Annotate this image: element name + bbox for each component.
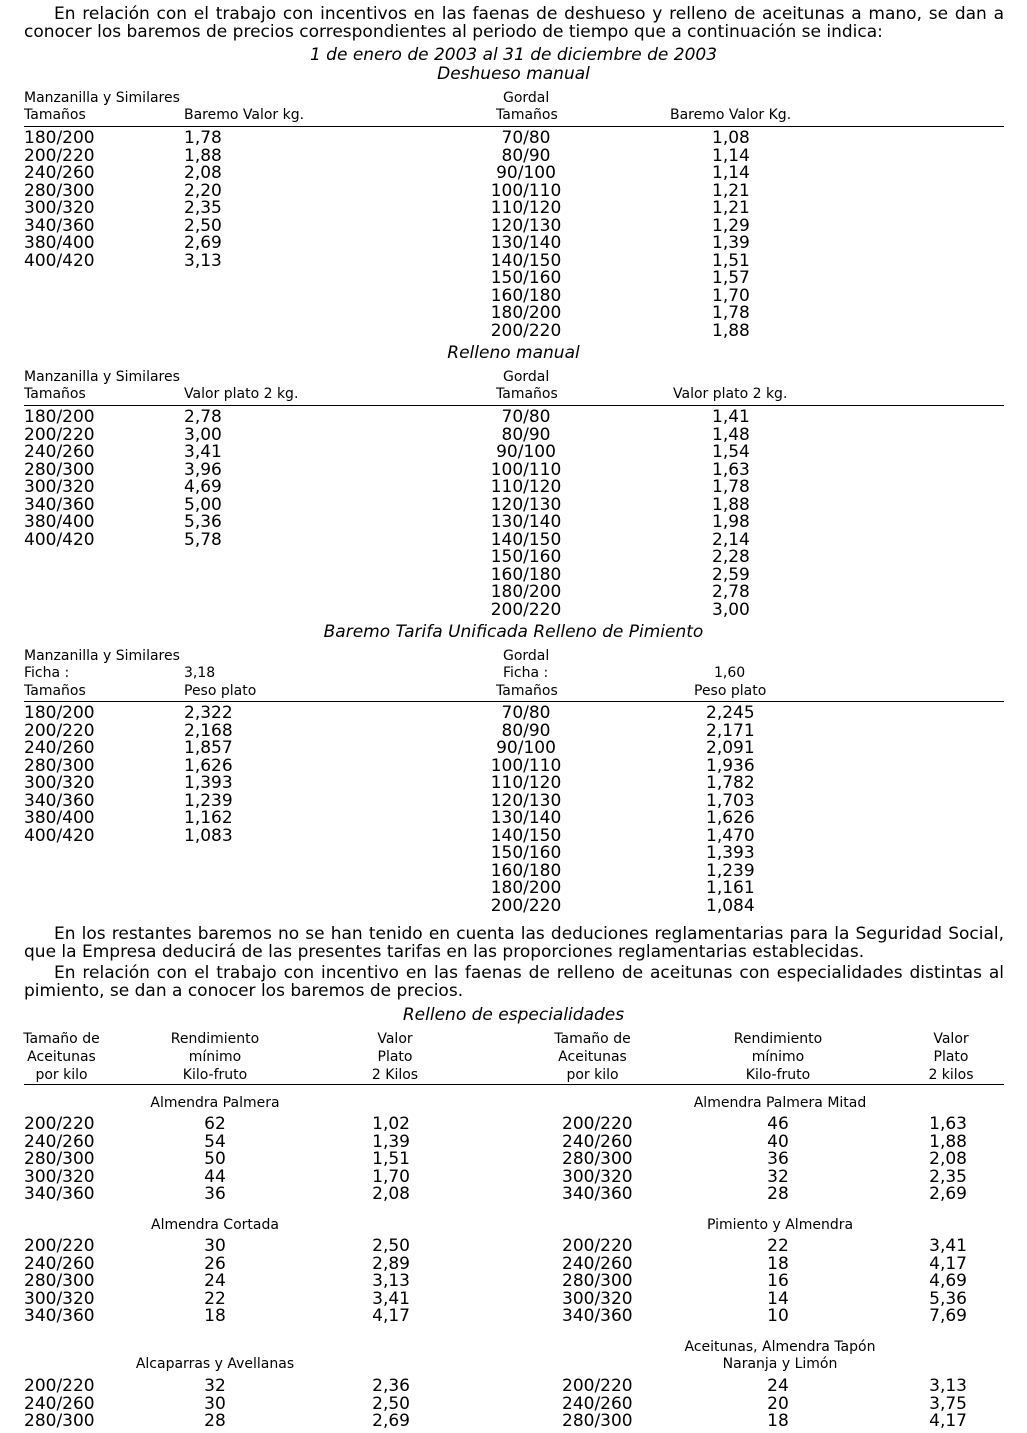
relleno-left-sizes-item: 280/300 — [24, 459, 95, 480]
pimiento-left-group: Manzanilla y Similares — [24, 648, 180, 664]
deshueso-left-col1: Tamaños — [24, 107, 86, 123]
pimiento-left-sizes-item: 180/200 — [24, 703, 95, 723]
relleno-left-sizes-item: 340/360 — [24, 494, 95, 515]
deshueso-right-sizes-item: 90/100 — [496, 163, 556, 183]
especialidades-header-rule — [24, 1084, 1004, 1085]
esp-left-group2-rend-item: 22 — [204, 1288, 226, 1309]
esp-left-header-size-item: por kilo — [35, 1067, 88, 1083]
esp-right-group2-rend-item: 14 — [767, 1288, 789, 1309]
pimiento-right-values-item: 1,703 — [706, 790, 755, 811]
relleno-left-values-item: 5,36 — [184, 512, 222, 532]
esp-right-group3-valor-item: 3,13 — [929, 1376, 967, 1396]
relleno-right-sizes — [466, 409, 586, 619]
pimiento-title: Baremo Tarifa Unificada Relleno de Pimiento — [323, 622, 704, 642]
deshueso-right-sizes-item: 100/110 — [490, 180, 562, 201]
esp-left-group1-sizes-item: 200/220 — [24, 1114, 95, 1134]
esp-right-group3-sizes-item: 280/300 — [562, 1411, 633, 1431]
relleno-left-values-item: 4,69 — [184, 477, 222, 497]
pimiento-right-values-item: 1,393 — [706, 843, 755, 863]
deshueso-left-sizes-item: 300/320 — [24, 198, 95, 218]
esp-left-group1-rend-item: 36 — [204, 1184, 226, 1204]
pimiento-left-sizes-item: 300/320 — [24, 773, 95, 793]
relleno-right-values-item: 3,00 — [712, 599, 750, 620]
deshueso-right-values-item: 1,57 — [712, 268, 750, 288]
relleno-right-values-item: 1,41 — [712, 407, 750, 427]
esp-left-group1-valor-item: 1,39 — [372, 1131, 410, 1152]
deshueso-left-sizes-item: 200/220 — [24, 145, 95, 166]
esp-right-header-rend — [718, 1030, 838, 1084]
esp-left-group3-rend — [195, 1378, 235, 1431]
deshueso-left-sizes-item: 180/200 — [24, 128, 95, 148]
pimiento-left-values-item: 2,168 — [184, 720, 233, 741]
deshueso-right-values — [712, 130, 750, 340]
esp-left-group1-rend-item: 50 — [204, 1149, 226, 1169]
relleno-right-group: Gordal — [503, 369, 550, 385]
relleno-right-values-item: 1,88 — [712, 494, 750, 515]
esp-left-group2-sizes-item: 300/320 — [24, 1288, 95, 1309]
pimiento-left-ficha-value: 3,18 — [184, 665, 216, 681]
esp-right-group3-name — [655, 1339, 905, 1373]
note-seguridad-social: En los restantes baremos no se han tenido en cuenta las deduciones reglamentarias para la Seguridad Social, que la Empresa deducirá de las presentes tarifas en las proporciones reglamentarias establecidas. — [24, 924, 1004, 962]
relleno-left-values-item: 5,00 — [184, 494, 222, 515]
esp-left-header-size-item: Tamaño de — [23, 1031, 100, 1047]
esp-right-group1-rend-item: 40 — [767, 1131, 789, 1152]
pimiento-left-values — [184, 705, 233, 845]
pimiento-left-values-item: 1,083 — [184, 825, 233, 846]
pimiento-right-values-item: 2,245 — [706, 703, 755, 723]
esp-left-header-rend — [155, 1030, 275, 1084]
esp-left-group3-name — [100, 1356, 330, 1373]
deshueso-right-sizes-item: 120/130 — [490, 215, 562, 236]
pimiento-right-values — [706, 705, 755, 915]
deshueso-right-col2: Baremo Valor Kg. — [670, 107, 792, 123]
esp-right-group3-sizes — [562, 1378, 633, 1431]
pimiento-left-values-item: 2,322 — [184, 703, 233, 723]
esp-right-group1-rend-item: 36 — [767, 1149, 789, 1169]
period-heading: 1 de enero de 2003 al 31 de diciembre de 2003 — [309, 45, 718, 65]
pimiento-right-values-item: 1,626 — [706, 808, 755, 828]
esp-left-group3-sizes-item: 200/220 — [24, 1376, 95, 1396]
esp-left-group3-sizes — [24, 1378, 95, 1431]
esp-left-group1-name — [100, 1095, 330, 1112]
relleno-left-col2: Valor plato 2 kg. — [184, 386, 299, 402]
esp-right-group2-name — [655, 1217, 905, 1234]
relleno-right-values-item: 2,78 — [712, 582, 750, 602]
pimiento-left-sizes-item: 400/420 — [24, 825, 95, 846]
esp-left-header-rend-item: Rendimiento — [170, 1031, 260, 1047]
pimiento-right-sizes-item: 160/180 — [490, 860, 562, 881]
esp-right-group2-valor-item: 3,41 — [929, 1236, 967, 1256]
relleno-header-rule — [24, 405, 1004, 406]
esp-right-group3-sizes-item: 240/260 — [562, 1393, 633, 1414]
esp-left-group1-sizes — [24, 1116, 95, 1204]
deshueso-left-sizes-item: 340/360 — [24, 215, 95, 236]
esp-right-group2-rend-item: 22 — [767, 1236, 789, 1256]
relleno-left-sizes-item: 240/260 — [24, 442, 95, 462]
esp-right-header-valor-item: Plato — [933, 1049, 969, 1065]
pimiento-right-sizes-item: 120/130 — [490, 790, 562, 811]
esp-left-group1-sizes-item: 300/320 — [24, 1166, 95, 1187]
deshueso-left-values-item: 2,08 — [184, 163, 222, 183]
relleno-left-sizes-item: 200/220 — [24, 424, 95, 445]
pimiento-right-sizes-item: 100/110 — [490, 755, 562, 776]
esp-left-group2-rend-item: 30 — [204, 1236, 226, 1256]
esp-left-group1-rend-item: 62 — [204, 1114, 226, 1134]
note-especialidades: En relación con el trabajo con incentivo en las faenas de relleno de aceitunas con especialidades distintas al pimiento, se dan a conocer los baremos de precios. — [24, 963, 1004, 1001]
esp-right-header-rend-item: Kilo-fruto — [745, 1067, 811, 1083]
esp-right-group1-valor-item: 2,35 — [929, 1166, 967, 1187]
esp-left-group2-sizes-item: 240/260 — [24, 1253, 95, 1274]
esp-right-group2-name-item: Pimiento y Almendra — [706, 1217, 854, 1233]
deshueso-right-sizes-item: 140/150 — [490, 250, 562, 271]
esp-left-group3-rend-item: 32 — [204, 1376, 226, 1396]
pimiento-left-values-item: 1,393 — [184, 773, 233, 793]
esp-left-group2-name-item: Almendra Cortada — [151, 1217, 279, 1233]
esp-left-group1-rend — [195, 1116, 235, 1204]
pimiento-right-sizes-item: 70/80 — [501, 703, 551, 723]
deshueso-left-values-item: 2,35 — [184, 198, 222, 218]
relleno-left-col1: Tamaños — [24, 386, 86, 402]
esp-right-group1-valor-item: 1,63 — [929, 1114, 967, 1134]
deshueso-right-values-item: 1,14 — [712, 163, 750, 183]
pimiento-header-rule — [24, 701, 1004, 702]
esp-left-header-valor-item: 2 Kilos — [371, 1067, 419, 1083]
esp-left-group3-valor-item: 2,36 — [372, 1376, 410, 1396]
esp-left-group2-sizes-item: 280/300 — [24, 1271, 95, 1291]
pimiento-right-sizes-item: 90/100 — [496, 738, 556, 758]
deshueso-right-sizes-item: 200/220 — [490, 320, 562, 341]
pimiento-left-sizes-item: 380/400 — [24, 808, 95, 828]
esp-right-group1-valor-item: 2,69 — [929, 1184, 967, 1204]
esp-right-group3-rend-item: 24 — [767, 1376, 789, 1396]
deshueso-right-sizes — [466, 130, 586, 340]
relleno-title: Relleno manual — [447, 343, 580, 363]
deshueso-left-values-item: 1,88 — [184, 145, 222, 166]
deshueso-right-values-item: 1,29 — [712, 215, 750, 236]
pimiento-left-col1: Tamaños — [24, 683, 86, 699]
pimiento-right-values-item: 1,470 — [706, 825, 755, 846]
esp-right-group1-valor-item: 1,88 — [929, 1131, 967, 1152]
pimiento-right-group: Gordal — [503, 648, 550, 664]
esp-left-group3-sizes-item: 280/300 — [24, 1411, 95, 1431]
deshueso-left-sizes-item: 280/300 — [24, 180, 95, 201]
esp-right-group1-valor-item: 2,08 — [929, 1149, 967, 1169]
esp-right-group3-valor-item: 4,17 — [929, 1411, 967, 1431]
pimiento-right-sizes — [466, 705, 586, 915]
deshueso-right-values-item: 1,88 — [712, 320, 750, 341]
pimiento-right-values-item: 1,161 — [706, 878, 755, 898]
esp-left-group2-valor-item: 2,50 — [372, 1236, 410, 1256]
esp-right-group3-name-item: Naranja y Limón — [722, 1356, 838, 1372]
esp-left-group1-rend-item: 44 — [204, 1166, 226, 1187]
esp-right-group3-valor-item: 3,75 — [929, 1393, 967, 1414]
esp-left-group1-valor-item: 1,70 — [372, 1166, 410, 1187]
pimiento-left-sizes — [24, 705, 95, 845]
relleno-left-values-item: 2,78 — [184, 407, 222, 427]
deshueso-left-values-item: 1,78 — [184, 128, 222, 148]
deshueso-left-col2: Baremo Valor kg. — [184, 107, 305, 123]
esp-left-header-valor-item: Plato — [377, 1049, 413, 1065]
pimiento-right-sizes-item: 80/90 — [501, 720, 551, 741]
esp-left-group2-sizes — [24, 1238, 95, 1326]
relleno-right-sizes-item: 70/80 — [501, 407, 551, 427]
pimiento-right-values-item: 1,084 — [706, 895, 755, 916]
pimiento-right-sizes-item: 150/160 — [490, 843, 562, 863]
esp-left-group1-sizes-item: 280/300 — [24, 1149, 95, 1169]
esp-left-group3-valor-item: 2,69 — [372, 1411, 410, 1431]
pimiento-left-sizes-item: 200/220 — [24, 720, 95, 741]
deshueso-right-sizes-item: 150/160 — [490, 268, 562, 288]
esp-right-group1-rend — [758, 1116, 798, 1204]
deshueso-right-sizes-item: 180/200 — [490, 303, 562, 323]
esp-right-header-rend-item: Rendimiento — [733, 1031, 823, 1047]
esp-left-group2-rend-item: 24 — [204, 1271, 226, 1291]
esp-left-group1-sizes-item: 240/260 — [24, 1131, 95, 1152]
relleno-right-values — [712, 409, 750, 619]
relleno-right-sizes-item: 150/160 — [490, 547, 562, 567]
esp-right-group1-sizes-item: 300/320 — [562, 1166, 633, 1187]
esp-left-group2-valor-item: 3,13 — [372, 1271, 410, 1291]
relleno-right-sizes-item: 110/120 — [490, 477, 562, 497]
esp-left-group3-sizes-item: 240/260 — [24, 1393, 95, 1414]
deshueso-right-sizes-item: 160/180 — [490, 285, 562, 306]
esp-right-group1-sizes — [562, 1116, 633, 1204]
esp-right-group2-valor-item: 4,69 — [929, 1271, 967, 1291]
deshueso-right-values-item: 1,39 — [712, 233, 750, 253]
esp-right-group3-sizes-item: 200/220 — [562, 1376, 633, 1396]
deshueso-right-sizes-item: 130/140 — [490, 233, 562, 253]
pimiento-right-values-item: 1,936 — [706, 755, 755, 776]
esp-left-header-size — [14, 1030, 109, 1084]
deshueso-right-values-item: 1,14 — [712, 145, 750, 166]
pimiento-right-values-item: 2,171 — [706, 720, 755, 741]
esp-left-group2-rend-item: 26 — [204, 1253, 226, 1274]
deshueso-left-values-item: 2,50 — [184, 215, 222, 236]
esp-right-header-size-item: Aceitunas — [558, 1049, 627, 1065]
esp-right-group3-rend-item: 20 — [767, 1393, 789, 1414]
esp-right-group2-rend-item: 18 — [767, 1253, 789, 1274]
relleno-right-values-item: 1,98 — [712, 512, 750, 532]
esp-right-header-rend-item: mínimo — [751, 1049, 805, 1065]
esp-right-group2-sizes-item: 200/220 — [562, 1236, 633, 1256]
esp-left-group2-valor-item: 2,89 — [372, 1253, 410, 1274]
esp-left-group2-sizes-item: 200/220 — [24, 1236, 95, 1256]
relleno-left-values-item: 3,41 — [184, 442, 222, 462]
esp-left-header-valor — [355, 1030, 435, 1084]
relleno-right-values-item: 1,63 — [712, 459, 750, 480]
deshueso-right-values-item: 1,70 — [712, 285, 750, 306]
esp-right-group1-name-item: Almendra Palmera Mitad — [693, 1095, 867, 1111]
intro-paragraph: En relación con el trabajo con incentivos en las faenas de deshueso y relleno de aceitunas a mano, se dan a conocer los baremos de precios correspondientes al periodo de tiempo que a continuación se indica: — [24, 4, 1004, 42]
esp-left-group2-valor-item: 4,17 — [372, 1306, 410, 1326]
pimiento-right-sizes-item: 110/120 — [490, 773, 562, 793]
relleno-left-sizes-item: 380/400 — [24, 512, 95, 532]
deshueso-left-values-item: 2,69 — [184, 233, 222, 253]
pimiento-left-ficha-label: Ficha : — [24, 665, 70, 681]
deshueso-right-sizes-item: 80/90 — [501, 145, 551, 166]
deshueso-right-col1: Tamaños — [496, 107, 558, 123]
esp-right-header-size-item: por kilo — [566, 1067, 619, 1083]
esp-left-group3-valor — [360, 1378, 410, 1431]
pimiento-right-values-item: 2,091 — [706, 738, 755, 758]
esp-left-group3-name-item: Alcaparras y Avellanas — [135, 1356, 295, 1372]
esp-left-group2-rend — [195, 1238, 235, 1326]
esp-right-group3-name-item: Aceitunas, Almendra Tapón — [684, 1339, 876, 1355]
relleno-right-col2: Valor plato 2 kg. — [673, 386, 788, 402]
esp-left-group1-valor-item: 2,08 — [372, 1184, 410, 1204]
relleno-right-values-item: 2,14 — [712, 529, 750, 550]
deshueso-right-values-item: 1,08 — [712, 128, 750, 148]
pimiento-left-sizes-item: 240/260 — [24, 738, 95, 758]
relleno-left-values-item: 5,78 — [184, 529, 222, 550]
esp-right-header-size-item: Tamaño de — [554, 1031, 631, 1047]
esp-right-header-valor-item: 2 kilos — [928, 1067, 974, 1083]
esp-left-group2-valor — [360, 1238, 410, 1326]
deshueso-right-group: Gordal — [503, 90, 550, 106]
esp-left-header-rend-item: Kilo-fruto — [182, 1067, 248, 1083]
deshueso-left-group: Manzanilla y Similares — [24, 90, 180, 106]
relleno-right-sizes-item: 100/110 — [490, 459, 562, 480]
esp-left-group1-rend-item: 54 — [204, 1131, 226, 1152]
esp-right-group2-rend — [758, 1238, 798, 1326]
relleno-right-sizes-item: 90/100 — [496, 442, 556, 462]
esp-right-group2-valor-item: 5,36 — [929, 1288, 967, 1309]
relleno-right-col1: Tamaños — [496, 386, 558, 402]
pimiento-left-col2: Peso plato — [184, 683, 257, 699]
esp-right-group2-valor — [917, 1238, 967, 1326]
pimiento-right-sizes-item: 180/200 — [490, 878, 562, 898]
esp-left-group1-name-item: Almendra Palmera — [150, 1095, 280, 1111]
relleno-left-group: Manzanilla y Similares — [24, 369, 180, 385]
esp-right-group3-rend — [758, 1378, 798, 1431]
pimiento-left-values-item: 1,857 — [184, 738, 233, 758]
deshueso-left-sizes-item: 240/260 — [24, 163, 95, 183]
relleno-left-sizes — [24, 409, 95, 549]
esp-left-group3-rend-item: 30 — [204, 1393, 226, 1414]
esp-left-group3-rend-item: 28 — [204, 1411, 226, 1431]
relleno-right-values-item: 1,78 — [712, 477, 750, 497]
pimiento-right-sizes-item: 200/220 — [490, 895, 562, 916]
relleno-left-values — [184, 409, 222, 549]
pimiento-left-sizes-item: 340/360 — [24, 790, 95, 811]
esp-right-group1-sizes-item: 240/260 — [562, 1131, 633, 1152]
deshueso-right-values-item: 1,78 — [712, 303, 750, 323]
relleno-right-sizes-item: 160/180 — [490, 564, 562, 585]
esp-right-header-valor-item: Valor — [933, 1031, 969, 1047]
relleno-right-sizes-item: 120/130 — [490, 494, 562, 515]
deshueso-title: Deshueso manual — [437, 64, 590, 84]
deshueso-right-values-item: 1,21 — [712, 198, 750, 218]
deshueso-left-sizes-item: 380/400 — [24, 233, 95, 253]
esp-right-group2-valor-item: 4,17 — [929, 1253, 967, 1274]
esp-right-group1-rend-item: 28 — [767, 1184, 789, 1204]
pimiento-right-col2: Peso plato — [694, 683, 767, 699]
deshueso-left-values-item: 3,13 — [184, 250, 222, 271]
relleno-right-sizes-item: 180/200 — [490, 582, 562, 602]
pimiento-left-sizes-item: 280/300 — [24, 755, 95, 776]
esp-right-header-valor — [911, 1030, 991, 1084]
relleno-left-values-item: 3,00 — [184, 424, 222, 445]
especialidades-title: Relleno de especialidades — [402, 1005, 625, 1025]
esp-left-group1-valor-item: 1,51 — [372, 1149, 410, 1169]
esp-right-group2-sizes-item: 300/320 — [562, 1288, 633, 1309]
esp-right-group3-rend-item: 18 — [767, 1411, 789, 1431]
pimiento-right-ficha-value: 1,60 — [714, 665, 746, 681]
relleno-right-values-item: 1,48 — [712, 424, 750, 445]
pimiento-right-sizes-item: 130/140 — [490, 808, 562, 828]
deshueso-left-values-item: 2,20 — [184, 180, 222, 201]
deshueso-right-sizes-item: 70/80 — [501, 128, 551, 148]
esp-right-group1-sizes-item: 280/300 — [562, 1149, 633, 1169]
esp-left-header-valor-item: Valor — [377, 1031, 413, 1047]
relleno-left-values-item: 3,96 — [184, 459, 222, 480]
relleno-right-values-item: 2,28 — [712, 547, 750, 567]
deshueso-right-values-item: 1,51 — [712, 250, 750, 271]
pimiento-right-ficha-label: Ficha : — [503, 665, 549, 681]
esp-right-group1-name — [655, 1095, 905, 1112]
pimiento-left-values-item: 1,626 — [184, 755, 233, 776]
pimiento-left-values-item: 1,239 — [184, 790, 233, 811]
pimiento-right-col1: Tamaños — [496, 683, 558, 699]
esp-right-group2-rend-item: 16 — [767, 1271, 789, 1291]
deshueso-right-sizes-item: 110/120 — [490, 198, 562, 218]
deshueso-header-rule — [24, 126, 1004, 127]
relleno-left-sizes-item: 300/320 — [24, 477, 95, 497]
relleno-left-sizes-item: 180/200 — [24, 407, 95, 427]
pimiento-right-sizes-item: 140/150 — [490, 825, 562, 846]
deshueso-left-sizes-item: 400/420 — [24, 250, 95, 271]
esp-right-group2-sizes-item: 240/260 — [562, 1253, 633, 1274]
esp-right-group3-valor — [917, 1378, 967, 1431]
esp-right-group2-rend-item: 10 — [767, 1306, 789, 1326]
relleno-right-sizes-item: 80/90 — [501, 424, 551, 445]
esp-right-group1-sizes-item: 200/220 — [562, 1114, 633, 1134]
esp-right-group1-sizes-item: 340/360 — [562, 1184, 633, 1204]
pimiento-right-values-item: 1,239 — [706, 860, 755, 881]
esp-right-header-size — [545, 1030, 640, 1084]
esp-left-header-rend-item: mínimo — [188, 1049, 242, 1065]
esp-left-group1-valor — [360, 1116, 410, 1204]
relleno-right-sizes-item: 140/150 — [490, 529, 562, 550]
esp-left-group2-valor-item: 3,41 — [372, 1288, 410, 1309]
pimiento-left-values-item: 1,162 — [184, 808, 233, 828]
esp-right-group2-valor-item: 7,69 — [929, 1306, 967, 1326]
esp-left-group2-rend-item: 18 — [204, 1306, 226, 1326]
esp-right-group1-rend-item: 32 — [767, 1166, 789, 1187]
relleno-right-sizes-item: 130/140 — [490, 512, 562, 532]
esp-right-group1-valor — [917, 1116, 967, 1204]
esp-left-header-size-item: Aceitunas — [27, 1049, 96, 1065]
esp-right-group2-sizes-item: 280/300 — [562, 1271, 633, 1291]
esp-left-group3-valor-item: 2,50 — [372, 1393, 410, 1414]
esp-right-group1-rend-item: 46 — [767, 1114, 789, 1134]
esp-right-group2-sizes — [562, 1238, 633, 1326]
esp-left-group2-sizes-item: 340/360 — [24, 1306, 95, 1326]
relleno-right-sizes-item: 200/220 — [490, 599, 562, 620]
deshueso-left-values — [184, 130, 222, 270]
relleno-right-values-item: 2,59 — [712, 564, 750, 585]
deshueso-right-values-item: 1,21 — [712, 180, 750, 201]
esp-left-group2-name — [100, 1217, 330, 1234]
esp-right-group2-sizes-item: 340/360 — [562, 1306, 633, 1326]
esp-left-group1-sizes-item: 340/360 — [24, 1184, 95, 1204]
relleno-left-sizes-item: 400/420 — [24, 529, 95, 550]
relleno-right-values-item: 1,54 — [712, 442, 750, 462]
esp-left-group1-valor-item: 1,02 — [372, 1114, 410, 1134]
deshueso-left-sizes — [24, 130, 95, 270]
pimiento-right-values-item: 1,782 — [706, 773, 755, 793]
